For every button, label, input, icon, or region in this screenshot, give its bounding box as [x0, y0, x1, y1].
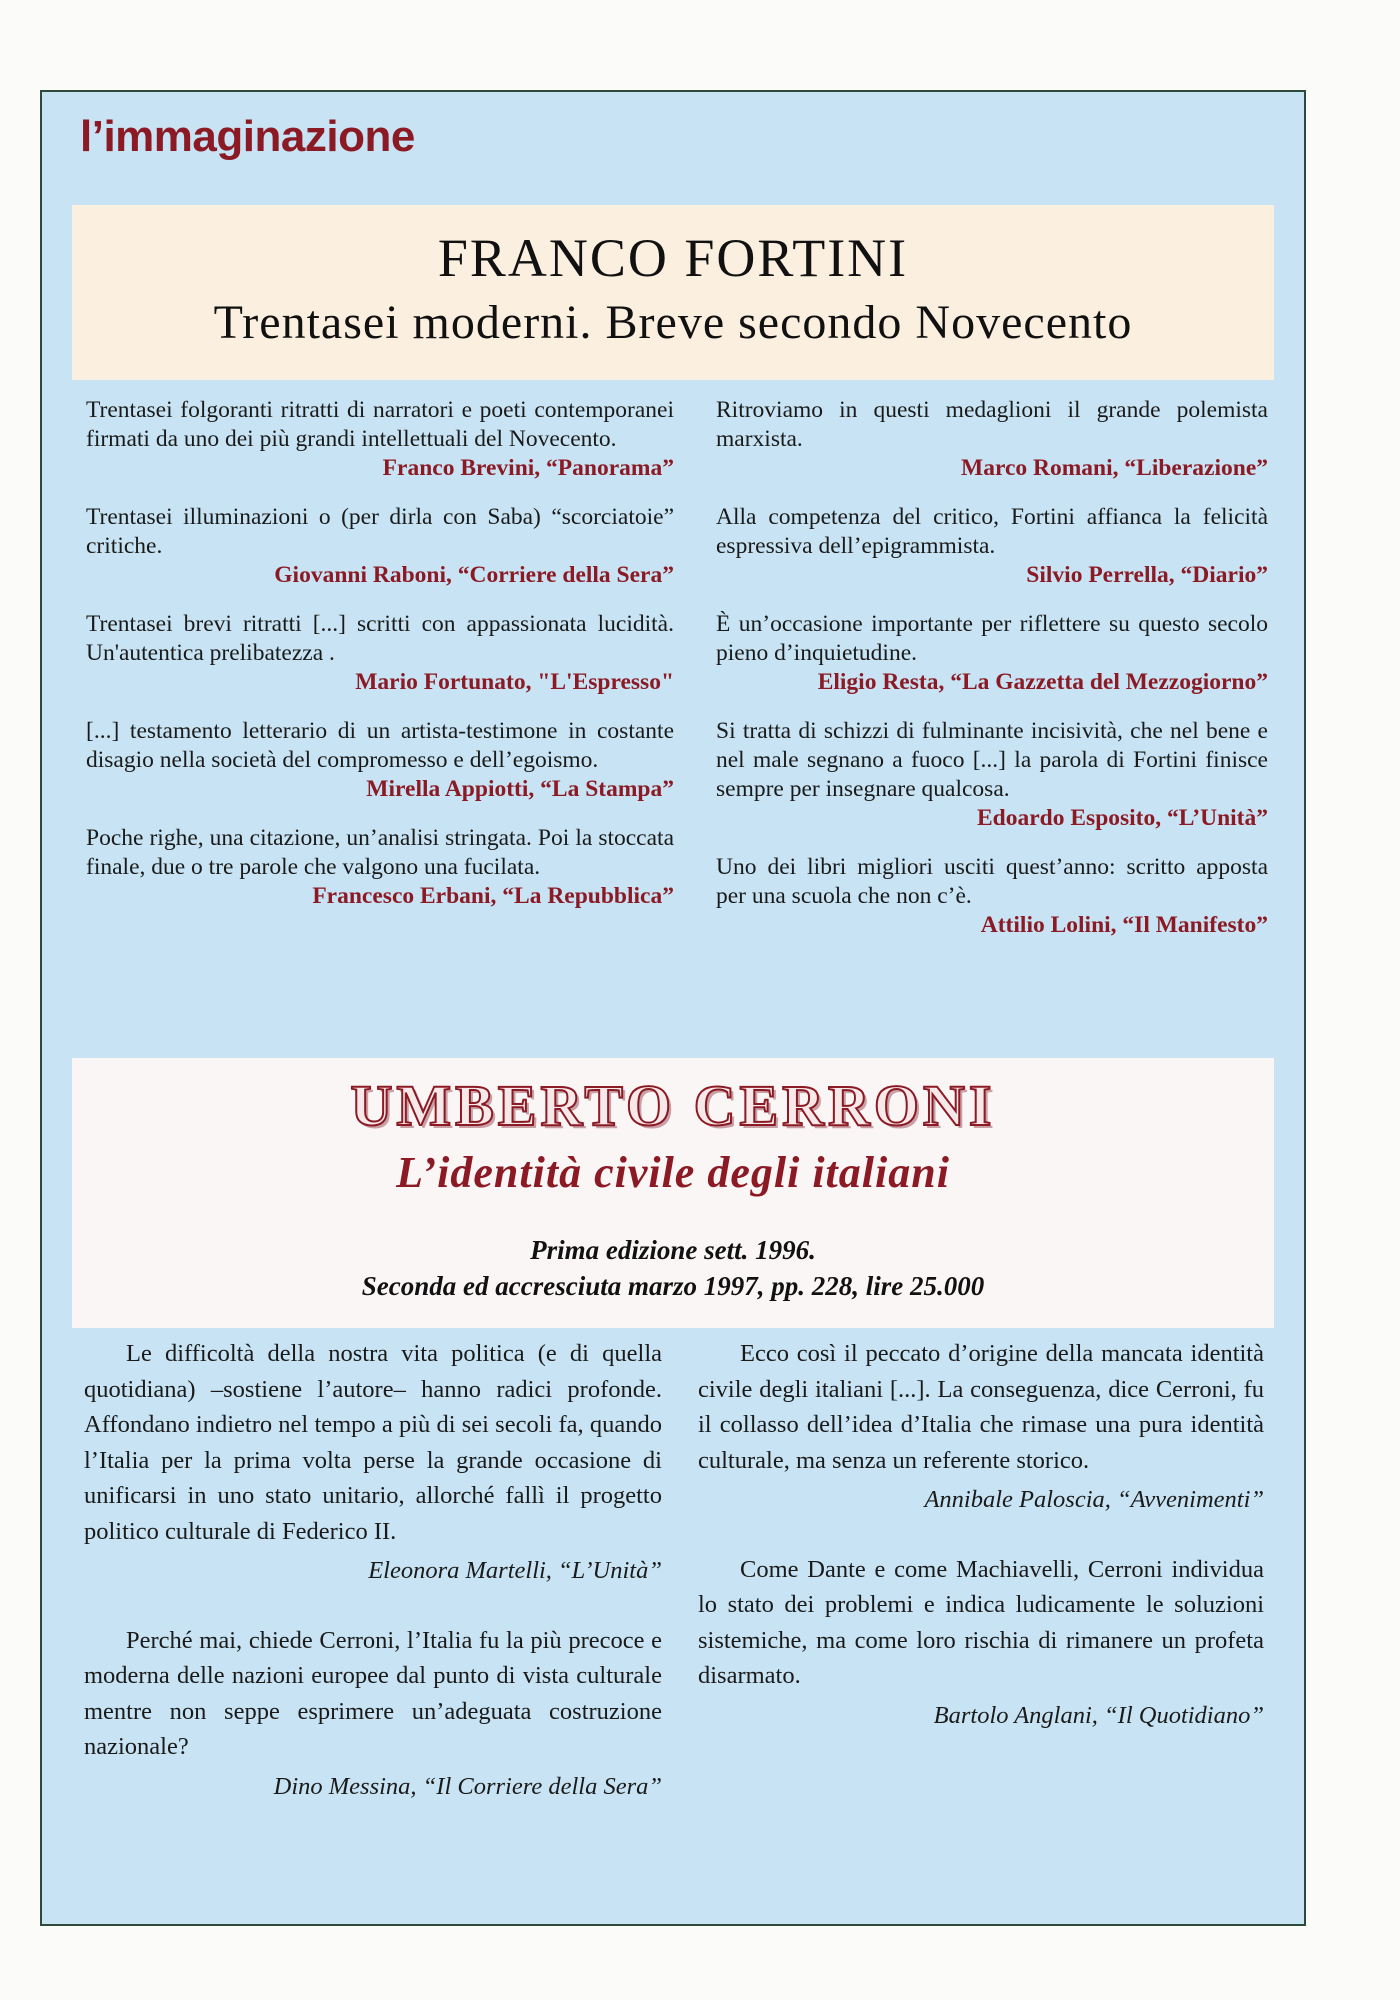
book2-header	[72, 1058, 1274, 1328]
review-source: Annibale Paloscia, “Avvenimenti”	[924, 1486, 1264, 1513]
review-source: Bartolo Anglani, “Il Quotidiano”	[933, 1701, 1264, 1729]
review-source: Mirella Appiotti, “La Stampa”	[366, 776, 674, 802]
book2-author: UMBERTO CERRONI	[350, 1073, 996, 1138]
review-source: Silvio Perrella, “Diario”	[1026, 562, 1268, 588]
book2-reviews-right	[698, 1336, 1264, 1767]
section-tag: l’immaginazione	[80, 112, 415, 161]
review-source: Francesco Erbani, “La Repubblica”	[312, 883, 674, 909]
review-source: Franco Brevini, “Panorama”	[382, 455, 674, 481]
review-text: Come Dante e come Machiavelli, Cerroni individua lo stato dei problemi e indica ludicamente le soluzioni sistemiche, ma come loro rischia di rimanere un profeta disarmato.	[698, 1555, 1264, 1689]
review-text: Trentasei brevi ritratti [...] scritti con appassionata lucidità. Un'autentica prelibatezza .	[86, 611, 674, 666]
review-source: Marco Romani, “Liberazione”	[961, 455, 1268, 481]
review-text: Alla competenza del critico, Fortini affianca la felicità espressiva dell’epigrammista.	[716, 504, 1268, 559]
edition-line: Prima edizione sett. 1996.	[530, 1235, 816, 1265]
review-source: Giovanni Raboni, “Corriere della Sera”	[274, 562, 674, 588]
book2-title: L’identità civile degli italiani	[396, 1148, 950, 1197]
book1-author: FRANCO FORTINI	[437, 228, 909, 288]
book1-header	[72, 205, 1274, 380]
book1-reviews-left	[86, 396, 674, 931]
review-source: Eleonora Martelli, “L’Unità”	[368, 1557, 662, 1584]
review-source: Mario Fortunato, "L'Espresso"	[355, 669, 674, 695]
review-text: Ecco così il peccato d’origine della mancata identità civile degli italiani [...]. La conseguenza, dice Cerroni, fu il collasso dell’idea d’Italia che rimase una pura identità culturale, ma senza un referente storico.	[698, 1340, 1264, 1474]
edition-line: Seconda ed accresciuta marzo 1997, pp. 228, lire 25.000	[361, 1271, 985, 1301]
review-text: Le difficoltà della nostra vita politica (e di quella quotidiana) –sostiene l’autore– hanno radici profonde. Affondano indietro nel tempo a più di sei secoli fa, quando l’Italia per la prima volta perse la grande occasione di unificarsi in uno stato unitario, allorché fallì il progetto politico culturale di Federico II.	[84, 1340, 662, 1545]
review-text: Uno dei libri migliori usciti quest’anno: scritto apposta per una scuola che non c’è.	[716, 854, 1268, 909]
review-text: Ritroviamo in questi medaglioni il grande polemista marxista.	[716, 397, 1268, 452]
book2-reviews-left	[84, 1336, 662, 1838]
review-text: [...] testamento letterario di un artista-testimone in costante disagio nella società del compromesso e dell’egoismo.	[86, 718, 674, 773]
book1-reviews-right	[716, 396, 1268, 960]
review-text: Si tratta di schizzi di fulminante incisività, che nel bene e nel male segnano a fuoco [...] la parola di Fortini finisce sempre per insegnare qualcosa.	[716, 718, 1268, 802]
review-text: È un’occasione importante per riflettere su questo secolo pieno d’inquietudine.	[716, 611, 1268, 666]
review-text: Poche righe, una citazione, un’analisi stringata. Poi la stoccata finale, due o tre parole che valgono una fucilata.	[86, 825, 674, 880]
review-source: Edoardo Esposito, “L’Unità”	[977, 805, 1268, 831]
review-text: Perché mai, chiede Cerroni, l’Italia fu la più precoce e moderna delle nazioni europee dal punto di vista culturale mentre non seppe esprimere un’adeguata costruzione nazionale?	[84, 1626, 662, 1760]
review-source: Dino Messina, “Il Corriere della Sera”	[273, 1772, 662, 1800]
review-text: Trentasei illuminazioni o (per dirla con Saba) “scorciatoie” critiche.	[86, 504, 674, 559]
review-source: Attilio Lolini, “Il Manifesto”	[980, 912, 1268, 938]
book1-title: Trentasei moderni. Breve secondo Novecento	[213, 296, 1133, 349]
review-source: Eligio Resta, “La Gazzetta del Mezzogiorno”	[817, 669, 1268, 695]
book2-edition	[72, 1232, 1274, 1304]
review-text: Trentasei folgoranti ritratti di narratori e poeti contemporanei firmati da uno dei più grandi intellettuali del Novecento.	[86, 397, 674, 452]
